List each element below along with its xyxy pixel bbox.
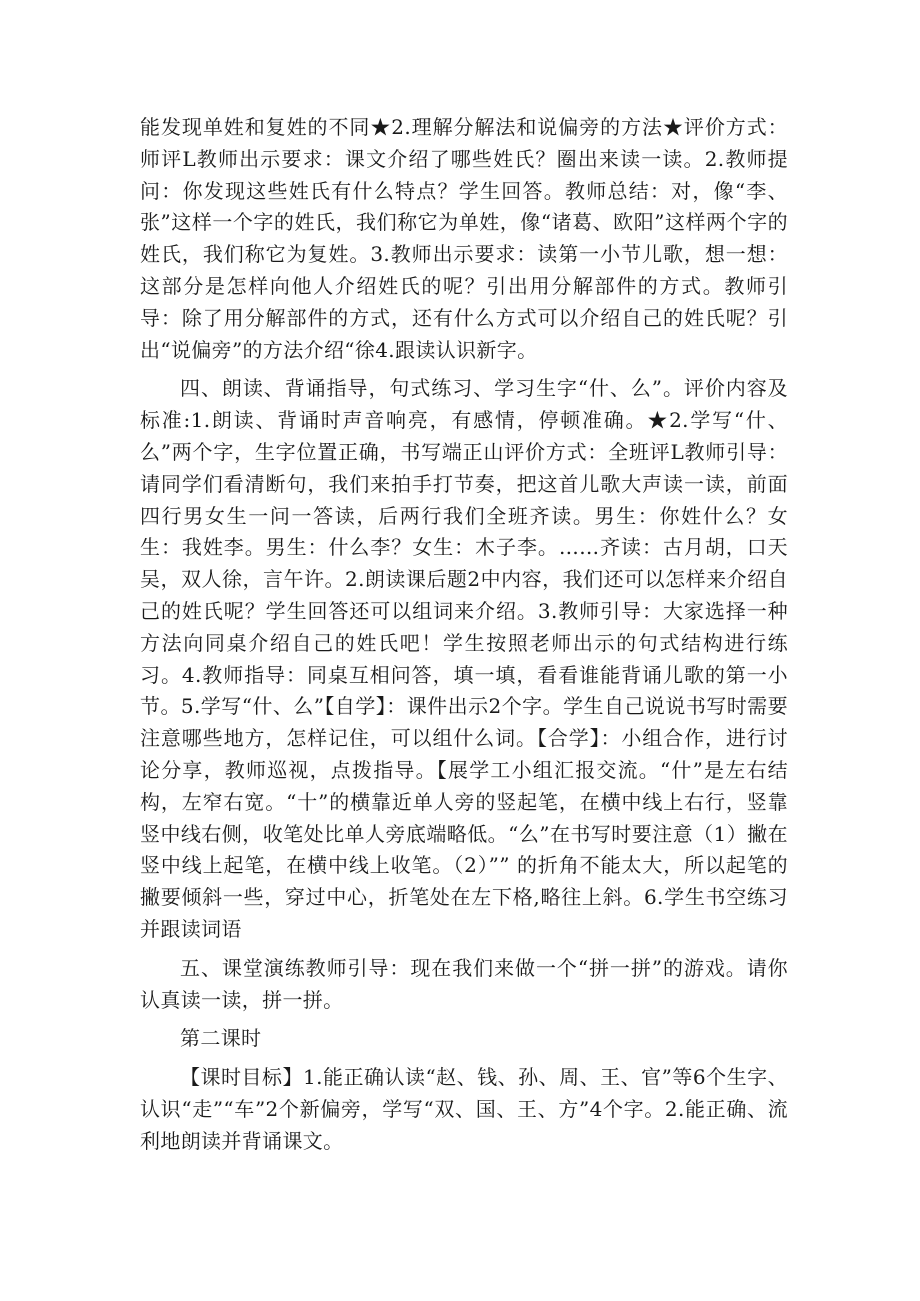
paragraph-5: 【课时目标】1.能正确认读“赵、钱、孙、周、王、官”等6个生字、认识“走”“车”2个新偏旁，学写“双、国、王、方”4个字。2.能正确、流利地朗读并背诵课文。	[140, 1065, 788, 1153]
paragraph-1: 能发现单姓和复姓的不同★2.理解分解法和说偏旁的方法★评价方式：师评L教师出示要求：课文介绍了哪些姓氏？圈出来读一读。2.教师提问：你发现这些姓氏有什么特点？学生回答。教师总结：对，像“李、张”这样一个字的姓氏，我们称它为单姓，像“诸葛、欧阳”这样两个字的姓氏，我们称它为复姓。3.教师出示要求：读第一小节儿歌，想一想：这部分是怎样向他人介绍姓氏的呢？引出用分解部件的方式。教师引导：除了用分解部件的方式，还有什么方式可以介绍自己的姓氏呢？引出“说偏旁”的方法介绍“徐4.跟读认识新字。	[140, 115, 789, 362]
paragraph-2: 四、朗读、背诵指导，句式练习、学习生字“什、么”。评价内容及标准:1.朗读、背诵时声音响亮，有感情，停顿准确。★2.学写“什、么”两个字，生字位置正确，书写端正山评价方式：全班评L教师引导：请同学们看清断句，我们来拍手打节奏，把这首儿歌大声读一读，前面四行男女生一问一答读，后两行我们全班齐读。男生：你姓什么？女生：我姓李。男生：什么李？女生：木子李。……齐读：古月胡，口天吴，双人徐，言午许。2.朗读课后题2中内容，我们还可以怎样来介绍自己的姓氏呢？学生回答还可以组词来介绍。3.教师引导：大家选择一种方法向同桌介绍自己的姓氏吧！学生按照老师出示的句式结构进行练习。4.教师指导：同桌互相问答，填一填，看看谁能背诵儿歌的第一小节。5.学写“什、么”【自学】：课件出示2个字。学生自己说说书写时需要注意哪些地方，怎样记住，可以组什么词。【合学】：小组合作，进行讨论分享，教师巡视，点拨指导。【展学工小组汇报交流。“什”是左右结构，左窄右宽。“十”的横靠近单人旁的竖起笔，在横中线上右行，竖靠竖中线右侧，收笔处比单人旁底端略低。“么”在书写时要注意（1）撇在竖中线上起笔，在横中线上收笔。（2）”” 的折角不能太大，所以起笔的撇要倾斜一些，穿过中心，折笔处在左下格,略往上斜。6.学生书空练习并跟读词语	[140, 376, 788, 941]
document-body	[140, 112, 788, 1158]
paragraph-3: 五、课堂演练教师引导：现在我们来做一个“拼一拼”的游戏。请你认真读一读，拼一拼。	[140, 955, 788, 1012]
section-heading: 第二课时	[180, 1026, 262, 1051]
